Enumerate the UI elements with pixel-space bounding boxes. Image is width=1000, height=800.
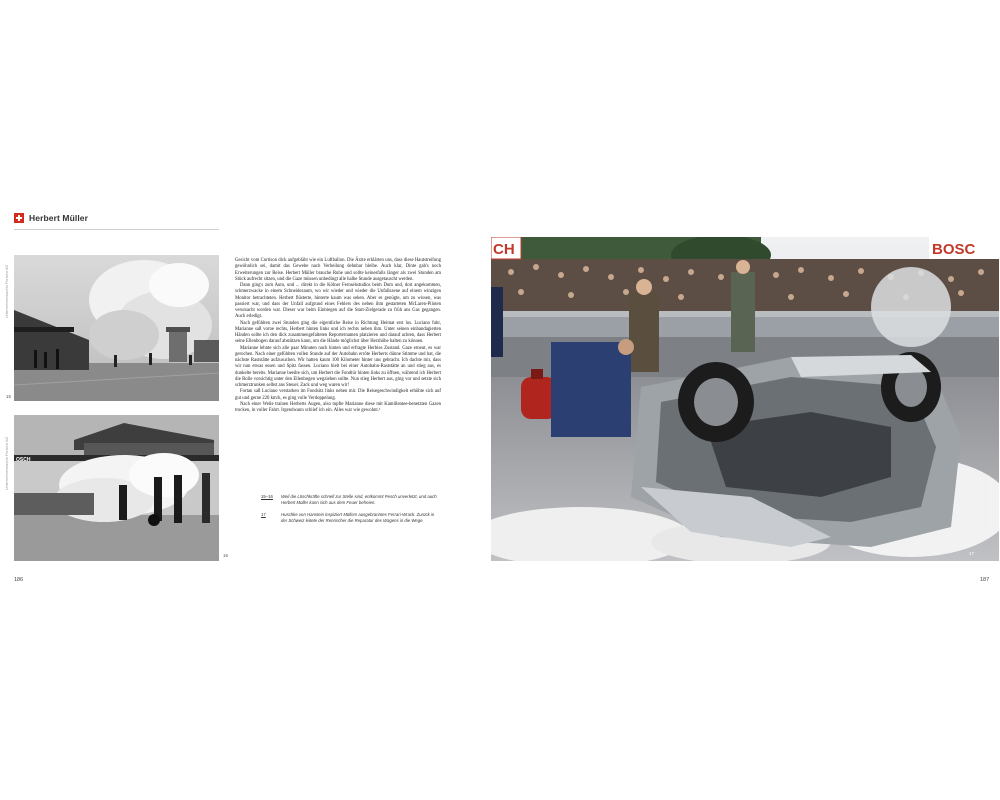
caption-number: 15–16: [261, 494, 273, 499]
caption-item: [261, 494, 441, 505]
sign-right-text: BOSC: [932, 241, 976, 258]
caption-text: Huschke von Hanstein inspiziert Müllers ausgebranntes Ferrari-Wrack. Zurück in der Schweiz leitete der Rennscher die Reparatur des Wagens in die Wege.: [281, 512, 435, 524]
body-paragraph: Fortan saß Luciano verstarken im Fondsitz links neben mir. Die Reisegeschwindigkeit erhöhte sich auf gut und gerne 220 km/h, es ging volle Verdoppelung.: [235, 389, 441, 401]
page-number-right: 187: [980, 577, 990, 583]
figure-number-17: 17: [969, 551, 975, 556]
photo-credit-left-top: Unternehmensarchiv Porsche AG: [5, 264, 9, 318]
swiss-flag-icon: [14, 213, 24, 223]
figure-number-15: 15: [6, 394, 12, 399]
running-header: [14, 213, 88, 223]
header-author-name: Herbert Müller: [29, 213, 89, 223]
caption-text: Weil die Löschkräfte schnell zur Stelle sind, entkommt Pesch unverletzt, und auch Herbert Müller kann sich aus dem Feuer befreien.: [281, 494, 437, 505]
photo-fig15: [14, 255, 219, 401]
body-paragraph: Marianne lehnte sich alle paar Minuten nach hinten und erfragte Herbies Zustand. Gaze erneut, es war gerochen. Nach einer gefühlten vollen Stunde auf der Autobahn erröte Herberts dünne Stimme und bat, die nächste Raststätte aufzusuchen. Wir hatten kaum 100 Kilometer hinter uns gebracht. Ich dachte mir, dass wir nun etwas essen und Spitz fassen. Luciano hielt bei einer Autobahn-Raststätte an und stieg aus, es dunkelte bereits. Marianne beeilte sich, um Herbert die Fondtür hinten links zu öffnen, während ich Herbert die Rolle vorsichtig unter den Ellenbogen wegziehen sollte. Nun stieg Herbert aus, ging vor und setzte sich schmerztrunken selbst ans Steuer. Zack und weg waren wir!: [235, 345, 441, 388]
photo-credit-left-bottom: Unternehmensarchiv Porsche AG: [5, 436, 9, 490]
sign-left-text: CH: [493, 241, 515, 258]
header-divider: [14, 229, 219, 230]
body-paragraph: Gesicht vom Cortison dick aufgebläht wie ein Luftballon. Die Ärzte erklärten uns, dass diese Hautstreifung gewöhnlich sei, damit das Gewebe nach Verheilung dehnbar bleibe. Auch klar, Dinte gab's noch Erweiterungen zur Reise. Herbert Müller brauche Ruhe und sollte keinesfalls länger als zwei Stunden am Stück aufrecht sitzen, und die Gaze müssen unbedingt alle halbe Stunde ausgetauscht werden.: [235, 258, 441, 282]
svg-text:OSCH: OSCH: [16, 457, 31, 463]
photo-fig17: [491, 237, 999, 561]
caption-item: [261, 512, 441, 523]
figure-captions: [261, 494, 441, 531]
body-paragraph: Dann ging's zum Auto, und ... direkt in die Kölner Fernsehstudios beim Dom und, dort angekommen, schmerzwacke in einem Schneidezaum, wo wir wieder und wieder die Unfallszene auf einem winzigen Monitor betrachteten. Herbert flüsterte, hinterte kaum was sehen. Aber es genügte, um zu wissen, was passiert war, und dass der Unfall aufgrund eines Fehlers des neben ihm gestarteten McLaren-Piloten verursacht worden war. Dieser war beim Einbiegen auf die Start-Zielgerade zu früh ans Gas gegangen. Auch erledigt.: [235, 283, 441, 320]
figure-number-16: 16: [223, 553, 229, 558]
page-number-left: 186: [14, 577, 24, 583]
caption-number: 17: [261, 512, 266, 518]
body-paragraph: Nach gefühlten zwei Stunden ging die eigentliche Reise in Richtung Heimat erst los. Luciano fuhr, Marianne saß vorne rechts, Herbert hinten links und ich rechts neben ihm. Unter seinen einbandagierten Händen sollte ich den dick zusammengefalteten Reporternamen platzieren und darauf achten, dass Herbert seine Ellenbogen darauf abstützen kann, um die Hände möglichst über Herzhöhe halten zu können.: [235, 320, 441, 345]
photo-credit-right: Unternehmensarchiv Porsche AG: [984, 474, 988, 528]
article-body: [235, 258, 441, 414]
photo-fig16: [14, 415, 219, 561]
body-paragraph: Nach einer Weile trainen Herberts Augen, also tupfte Marianne diese mit Kamillentee-benetzten Gazen trocken, in voller Fahrt. Irgendwann schlief ich ein. Alles war wie gewohnt.¹: [235, 401, 441, 413]
